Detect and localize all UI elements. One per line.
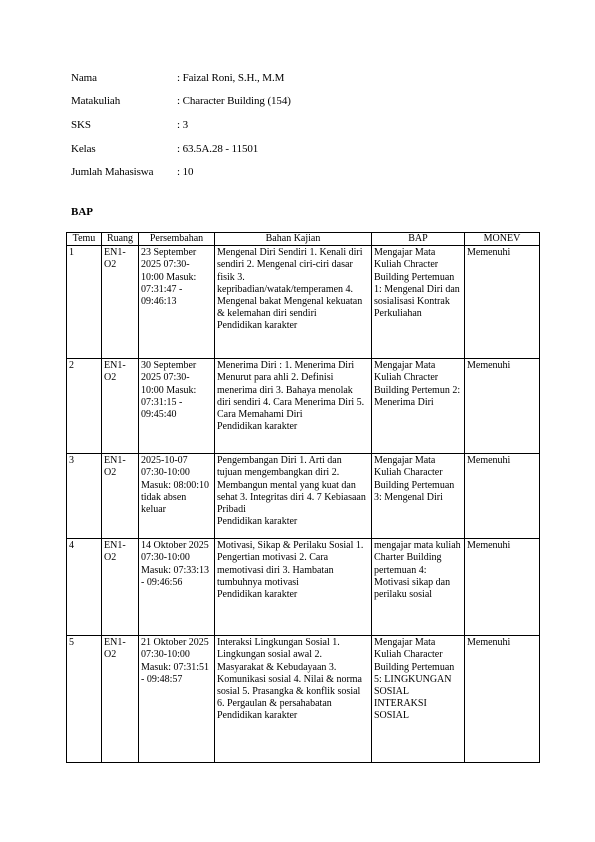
kajian-note: Pendidikan karakter	[217, 421, 298, 433]
table-row	[67, 454, 540, 539]
kajian-text: Pengembangan Diri 1. Arti dan tujuan mengembangkan diri 2. Membangun mental yang kuat dan sehat 3. Integritas diri 4. 7 Kebiasaan Pribadi	[217, 455, 366, 516]
course-info	[71, 66, 531, 184]
cell-persembahan: 14 Oktober 2025 07:30-10:00 Masuk: 07:33:13 - 09:46:56	[139, 539, 215, 636]
cell-temu: 5	[67, 636, 102, 763]
kajian-text: Motivasi, Sikap & Perilaku Sosial 1. Pengertian motivasi 2. Cara memotivasi diri 3. Hambatan tumbuhnya motivasi	[217, 540, 364, 588]
kajian-text: Mengenal Diri Sendiri 1. Kenali diri sendiri 2. Mengenal ciri-ciri dasar fisik 3. kepribadian/watak/temperamen 4. Mengenal bakat Mengenal kekuatan & kelemahan diri sendiri	[217, 247, 363, 320]
info-value: : 63.5A.28 - 11501	[177, 142, 259, 155]
cell-monev: Memenuhi	[465, 246, 540, 359]
info-row-kelas	[71, 137, 531, 161]
cell-ruang: EN1-O2	[102, 359, 139, 454]
cell-bap: Mengajar Mata Kuliah Chracter Building Pertemun 2: Menerima Diri	[372, 359, 465, 454]
cell-bahan-kajian	[215, 636, 372, 763]
cell-persembahan: 23 September 2025 07:30-10:00 Masuk: 07:31:47 - 09:46:13	[139, 246, 215, 359]
cell-persembahan: 2025-10-07 07:30-10:00 Masuk: 08:00:10 tidak absen keluar	[139, 454, 215, 539]
table-row	[67, 636, 540, 763]
info-value: : Character Building (154)	[177, 95, 291, 108]
info-label: Jumlah Mahasiswa	[71, 166, 154, 179]
cell-bahan-kajian	[215, 454, 372, 539]
cell-ruang: EN1-O2	[102, 539, 139, 636]
cell-bahan-kajian	[215, 246, 372, 359]
header-bap: BAP	[372, 233, 465, 246]
header-monev: MONEV	[465, 233, 540, 246]
info-row-jumlah-mahasiswa	[71, 160, 531, 184]
cell-temu: 3	[67, 454, 102, 539]
header-persembahan: Persembahan	[139, 233, 215, 246]
kajian-note: Pendidikan karakter	[217, 589, 298, 601]
cell-bahan-kajian	[215, 359, 372, 454]
kajian-note: Pendidikan karakter	[217, 516, 298, 528]
table-row	[67, 539, 540, 636]
info-value: : 10	[177, 166, 194, 179]
cell-monev: Memenuhi	[465, 359, 540, 454]
kajian-note: Pendidikan karakter	[217, 710, 298, 722]
info-value: : Faizal Roni, S.H., M.M	[177, 71, 285, 84]
kajian-text: Menerima Diri : 1. Menerima Diri Menurut para ahli 2. Definisi menerima diri 3. Bahaya menolak diri sendiri 4. Cara Menerima Diri 5. Cara Memahami Diri	[217, 360, 365, 421]
header-ruang: Ruang	[102, 233, 139, 246]
header-temu: Temu	[67, 233, 102, 246]
cell-persembahan: 30 September 2025 07:30-10:00 Masuk: 07:31:15 - 09:45:40	[139, 359, 215, 454]
cell-bap: Mengajar Mata Kuliah Character Building Pertemuan 5: LINGKUNGAN SOSIAL INTERAKSI SOSIAL	[372, 636, 465, 763]
cell-bap: mengajar mata kuliah Charter Building pertemuan 4: Motivasi sikap dan perilaku sosial	[372, 539, 465, 636]
info-label: SKS	[71, 118, 91, 131]
kajian-text: Interaksi Lingkungan Sosial 1. Lingkungan sosial awal 2. Masyarakat & Kebudayaan 3. Komunikasi sosial 4. Nilai & norma sosial 5. Prasangka & konflik sosial 6. Pergaulan & persahabatan	[217, 637, 362, 710]
table-header-row	[67, 233, 540, 246]
info-row-sks	[71, 113, 531, 137]
cell-temu: 1	[67, 246, 102, 359]
info-label: Kelas	[71, 142, 96, 155]
cell-monev: Memenuhi	[465, 636, 540, 763]
info-label: Matakuliah	[71, 95, 121, 108]
kajian-note: Pendidikan karakter	[217, 320, 298, 332]
header-bahan-kajian: Bahan Kajian	[215, 233, 372, 246]
cell-temu: 2	[67, 359, 102, 454]
cell-ruang: EN1-O2	[102, 636, 139, 763]
cell-ruang: EN1-O2	[102, 454, 139, 539]
cell-temu: 4	[67, 539, 102, 636]
cell-bahan-kajian	[215, 539, 372, 636]
bap-table	[66, 232, 540, 763]
info-value: : 3	[177, 118, 189, 131]
table-row	[67, 246, 540, 359]
info-row-matakuliah	[71, 90, 531, 114]
cell-ruang: EN1-O2	[102, 246, 139, 359]
info-row-nama	[71, 66, 531, 90]
cell-persembahan: 21 Oktober 2025 07:30-10:00 Masuk: 07:31:51 - 09:48:57	[139, 636, 215, 763]
cell-bap: Mengajar Mata Kuliah Chracter Building Pertemuan 1: Mengenal Diri dan sosialisasi Kontrak Perkuliahan	[372, 246, 465, 359]
cell-bap: Mengajar Mata Kuliah Character Building Pertemuan 3: Mengenal Diri	[372, 454, 465, 539]
section-title-bap: BAP	[71, 206, 93, 218]
cell-monev: Memenuhi	[465, 454, 540, 539]
cell-monev: Memenuhi	[465, 539, 540, 636]
table-row	[67, 359, 540, 454]
info-label: Nama	[71, 71, 97, 84]
